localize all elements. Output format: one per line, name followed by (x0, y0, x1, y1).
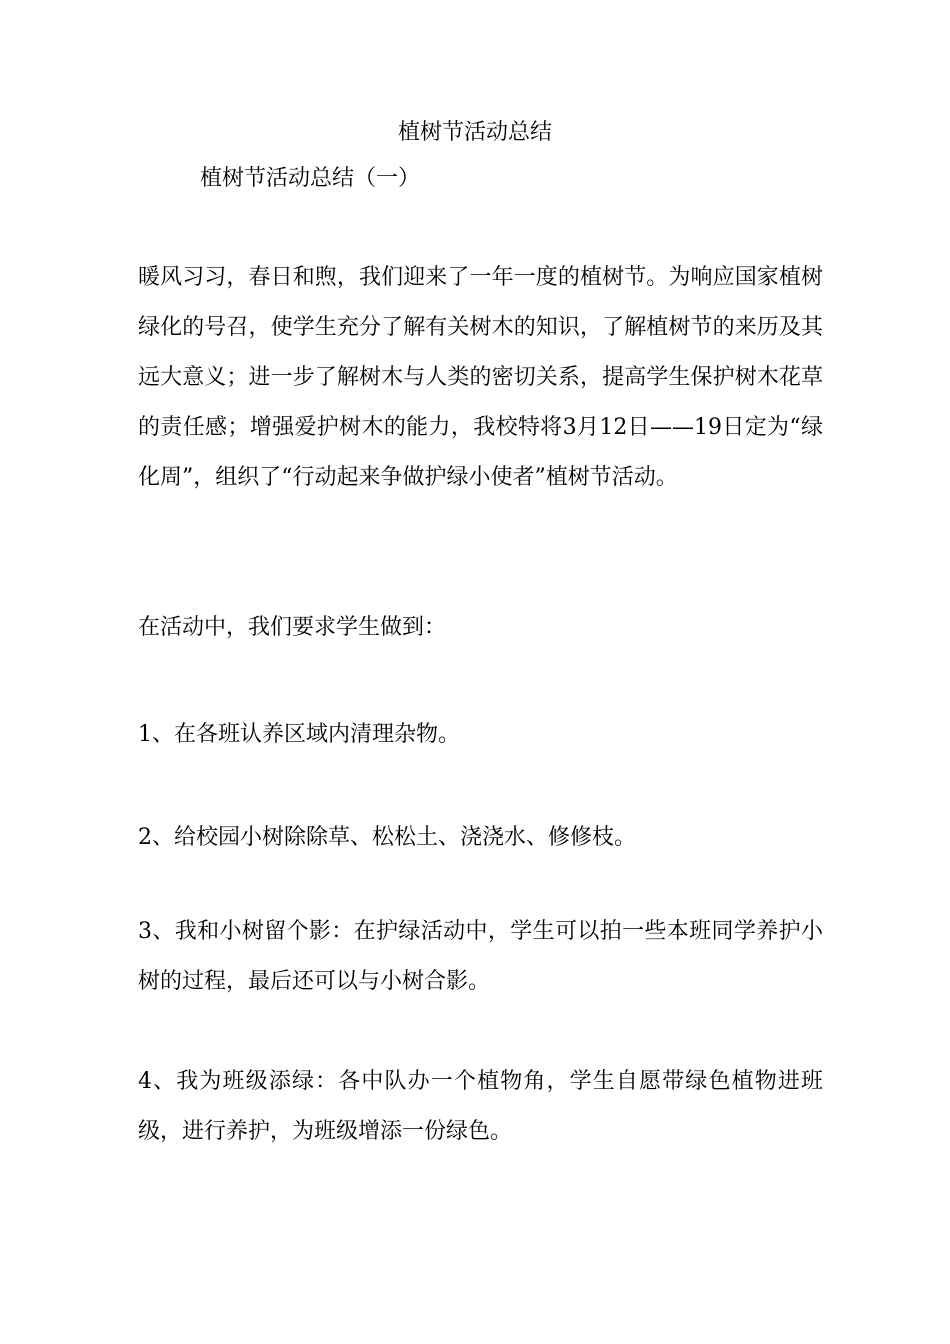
page-title: 植树节活动总结 (397, 120, 552, 145)
requirement-paragraph: 在活动中，我们要求学生做到： (138, 615, 447, 640)
list-item: 3、我和小树留个影：在护绿活动中，学生可以拍一些本班同学养护小树的过程，最后还可以与小树合影。 (138, 919, 823, 994)
list-item: 4、我为班级添绿：各中队办一个植物角，学生自愿带绿色植物进班级，进行养护，为班级增添一份绿色。 (138, 1069, 823, 1144)
list-item: 2、给校园小树除除草、松松土、浇浇水、修修枝。 (138, 825, 636, 850)
list-item: 1、在各班认养区域内清理杂物。 (138, 722, 460, 747)
intro-paragraph: 暖风习习，春日和煦，我们迎来了一年一度的植树节。为响应国家植树绿化的号召，使学生充分了解有关树木的知识，了解植树节的来历及其远大意义；进一步了解树木与人类的密切关系，提高学生保护树木花草的责任感；增强爱护树木的能力，我校特将3月12日——19日定为“绿化周”，组织了“行动起来争做护绿小使者”植树节活动。 (138, 265, 823, 490)
section-subtitle: 植树节活动总结（一） (200, 166, 421, 191)
